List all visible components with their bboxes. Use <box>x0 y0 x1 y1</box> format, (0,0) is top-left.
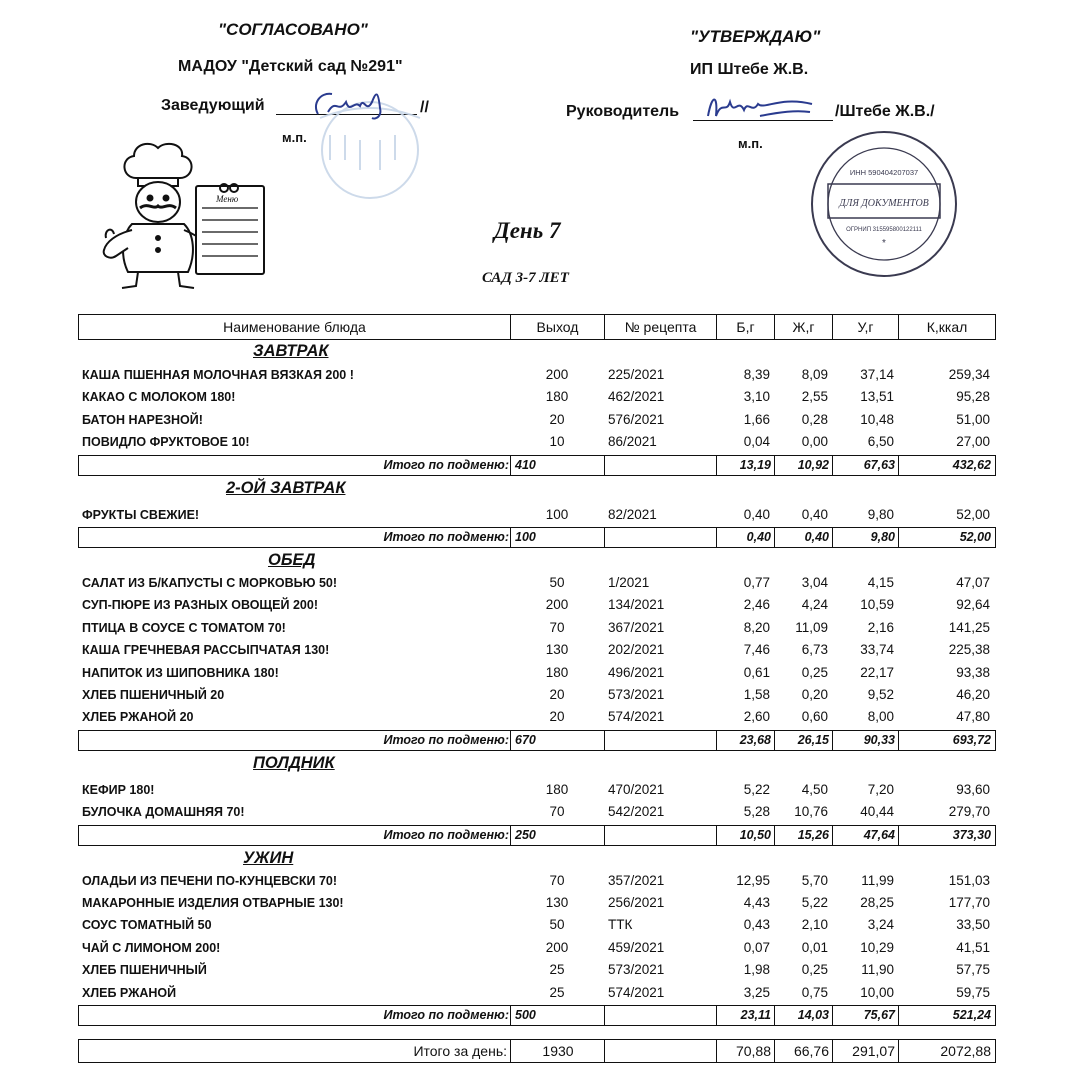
subtotal-kcal: 52,00 <box>959 530 991 544</box>
dish-carbs: 10,59 <box>860 597 894 613</box>
approval-left-org: МАДОУ "Детский сад №291" <box>178 58 403 75</box>
dish-fat: 0,40 <box>801 506 828 522</box>
table-row <box>78 892 996 914</box>
subtotal-label: Итого по подменю: <box>383 530 509 544</box>
dish-output: 25 <box>549 962 565 978</box>
dish-carbs: 10,29 <box>860 939 894 955</box>
dish-recipe: 459/2021 <box>608 939 665 955</box>
table-row <box>78 572 996 594</box>
col-header-kcal: К,ккал <box>926 319 968 335</box>
dish-protein: 0,40 <box>743 506 770 522</box>
dish-protein: 8,39 <box>743 367 770 382</box>
subtotal-fat: 0,40 <box>804 530 829 544</box>
dish-protein: 3,25 <box>743 984 770 1000</box>
subtotal-protein: 23,68 <box>739 732 771 747</box>
dish-kcal: 225,38 <box>948 642 990 658</box>
day-total-fat: 66,76 <box>793 1043 829 1059</box>
handwritten-signature-left-icon <box>306 84 396 124</box>
dish-carbs: 40,44 <box>860 804 894 820</box>
dish-protein: 1,98 <box>743 962 770 978</box>
approval-left-role: Заведующий <box>161 97 265 114</box>
dish-output: 200 <box>545 939 569 955</box>
dish-carbs: 8,00 <box>867 709 894 725</box>
dish-output: 180 <box>545 664 569 680</box>
dish-protein: 0,77 <box>743 575 770 590</box>
dish-name: ФРУКТЫ СВЕЖИЕ! <box>82 507 200 522</box>
subtotal-row <box>78 825 996 846</box>
day-total-row <box>78 1039 996 1063</box>
subtotal-row <box>78 1005 996 1026</box>
table-row <box>78 937 996 959</box>
subtotal-label: Итого по подменю: <box>383 1008 509 1022</box>
svg-text:*: * <box>882 238 886 249</box>
day-total-carbs: 291,07 <box>852 1043 895 1059</box>
dish-output: 20 <box>549 709 565 725</box>
dish-kcal: 141,25 <box>948 619 990 635</box>
dish-carbs: 7,20 <box>867 781 894 797</box>
table-row <box>78 594 996 616</box>
dish-kcal: 177,70 <box>948 895 990 910</box>
dish-recipe: 573/2021 <box>608 687 665 702</box>
dish-name: ХЛЕБ ПШЕНИЧНЫЙ 20 <box>82 688 225 702</box>
dish-fat: 0,28 <box>801 411 828 427</box>
section-title: ОБЕД <box>268 551 316 569</box>
dish-fat: 0,01 <box>801 939 828 955</box>
dish-recipe: 574/2021 <box>608 984 665 1000</box>
dish-carbs: 22,17 <box>860 664 894 680</box>
dish-fat: 0,25 <box>801 962 828 978</box>
table-row <box>78 801 996 823</box>
table-row <box>78 706 996 728</box>
dish-output: 10 <box>549 434 565 450</box>
dish-name: КАША ГРЕЧНЕВАЯ РАССЫПЧАТАЯ 130! <box>82 643 330 658</box>
seal-inn-text: ИНН 590404207037 <box>849 168 919 177</box>
dish-fat: 5,70 <box>801 872 828 888</box>
dish-name: ХЛЕБ ПШЕНИЧНЫЙ <box>82 963 207 978</box>
dish-recipe: ТТК <box>608 917 633 933</box>
col-header-recipe: № рецепта <box>605 315 717 339</box>
dish-protein: 0,04 <box>743 434 770 450</box>
subtotal-carbs: 67,63 <box>863 457 895 472</box>
subtotal-fat: 10,92 <box>797 457 829 472</box>
dish-carbs: 11,90 <box>861 962 894 978</box>
dish-recipe: 82/2021 <box>608 506 657 522</box>
dish-protein: 12,95 <box>736 872 770 888</box>
subtotal-carbs: 75,67 <box>863 1008 895 1022</box>
table-row <box>78 409 996 431</box>
dish-carbs: 13,51 <box>860 389 894 405</box>
handwritten-signature-right-icon <box>700 86 820 126</box>
subtotal-protein: 0,40 <box>746 530 771 544</box>
dish-protein: 1,66 <box>743 411 770 427</box>
dish-recipe: 1/2021 <box>608 575 650 590</box>
table-row <box>78 617 996 639</box>
subtotal-carbs: 9,80 <box>870 530 895 544</box>
table-row <box>78 364 996 386</box>
dish-recipe: 496/2021 <box>608 664 665 680</box>
dish-name: МАКАРОННЫЕ ИЗДЕЛИЯ ОТВАРНЫЕ 130! <box>82 896 344 910</box>
day-total-kcal: 2072,88 <box>940 1043 991 1059</box>
section-title: 2-ОЙ ЗАВТРАК <box>226 478 346 497</box>
dish-carbs: 4,15 <box>867 575 894 590</box>
day-total-output: 1930 <box>542 1043 574 1059</box>
dish-carbs: 33,74 <box>860 642 894 658</box>
chef-holding-menu-icon <box>92 138 272 290</box>
dish-output: 20 <box>549 687 565 702</box>
dish-name: БАТОН НАРЕЗНОЙ! <box>82 412 203 427</box>
dish-fat: 3,04 <box>801 575 828 590</box>
subtotal-protein: 23,11 <box>740 1008 771 1022</box>
approval-left-title: "СОГЛАСОВАНО" <box>218 20 368 39</box>
subtotal-label: Итого по подменю: <box>383 827 509 842</box>
dish-fat: 0,60 <box>801 709 828 725</box>
table-row <box>78 684 996 706</box>
subtotal-kcal: 373,30 <box>952 827 991 842</box>
subtotal-label: Итого по подменю: <box>383 457 509 472</box>
dish-carbs: 10,48 <box>860 411 894 427</box>
dish-output: 20 <box>549 411 565 427</box>
dish-recipe: 462/2021 <box>608 389 665 405</box>
dish-kcal: 52,00 <box>956 506 990 522</box>
dish-output: 50 <box>549 917 565 933</box>
subtotal-output: 500 <box>515 1008 536 1022</box>
subtotal-output: 250 <box>515 827 536 842</box>
subtotal-carbs: 47,64 <box>863 827 895 842</box>
dish-output: 25 <box>549 984 565 1000</box>
dish-output: 130 <box>545 642 569 658</box>
dish-protein: 5,28 <box>743 804 770 820</box>
dish-kcal: 46,20 <box>956 687 990 702</box>
dish-output: 100 <box>545 506 569 522</box>
dish-protein: 2,60 <box>743 709 770 725</box>
approval-right-role: Руководитель <box>566 103 680 120</box>
approval-left-suffix: // <box>420 99 429 116</box>
table-row <box>78 431 996 453</box>
col-header-protein: Б,г <box>717 315 775 339</box>
dish-carbs: 11,99 <box>861 872 894 888</box>
dish-kcal: 27,00 <box>956 434 990 450</box>
col-header-output: Выход <box>511 315 605 339</box>
table-row <box>78 504 996 526</box>
dish-carbs: 37,14 <box>860 367 894 382</box>
dish-kcal: 33,50 <box>956 917 990 933</box>
subtotal-kcal: 432,62 <box>952 457 991 472</box>
dish-name: КАКАО С МОЛОКОМ 180! <box>82 390 236 405</box>
dish-recipe: 256/2021 <box>608 895 665 910</box>
table-row <box>78 779 996 801</box>
subtotal-output: 100 <box>515 530 536 544</box>
dish-carbs: 10,00 <box>860 984 894 1000</box>
table-row <box>78 639 996 661</box>
dish-fat: 4,24 <box>801 597 828 613</box>
dish-kcal: 47,80 <box>956 709 990 725</box>
dish-output: 180 <box>545 389 569 405</box>
dish-recipe: 357/2021 <box>608 872 665 888</box>
dish-name: СУП-ПЮРЕ ИЗ РАЗНЫХ ОВОЩЕЙ 200! <box>82 598 318 613</box>
subtotal-kcal: 521,24 <box>952 1008 991 1022</box>
dish-name: ПОВИДЛО ФРУКТОВОЕ 10! <box>82 435 250 450</box>
approval-right-mp: м.п. <box>738 136 763 151</box>
dish-kcal: 41,51 <box>956 939 990 955</box>
dish-kcal: 57,75 <box>956 962 990 978</box>
dish-protein: 7,46 <box>743 642 770 658</box>
dish-fat: 0,25 <box>801 664 828 680</box>
table-row <box>78 959 996 981</box>
approval-right-suffix: /Штебе Ж.В./ <box>835 103 935 120</box>
subtotal-row <box>78 527 996 548</box>
dish-name: ПТИЦА В СОУСЕ С ТОМАТОМ 70! <box>82 620 286 635</box>
table-row <box>78 914 996 936</box>
dish-output: 70 <box>549 619 565 635</box>
section-title: ПОЛДНИК <box>253 753 335 772</box>
dish-carbs: 2,16 <box>867 619 894 635</box>
dish-output: 200 <box>545 597 569 613</box>
seal-main-text: ДЛЯ ДОКУМЕНТОВ <box>839 198 929 209</box>
seal-ogrn-text: ОГРНИП 315595800122111 <box>846 227 922 233</box>
dish-name: ХЛЕБ РЖАНОЙ 20 <box>82 710 194 725</box>
dish-output: 180 <box>545 781 569 797</box>
dish-protein: 2,46 <box>743 597 770 613</box>
dish-recipe: 470/2021 <box>608 781 665 797</box>
dish-name: ЧАЙ С ЛИМОНОМ 200! <box>82 940 221 955</box>
dish-recipe: 542/2021 <box>608 804 665 820</box>
dish-fat: 0,00 <box>801 434 828 450</box>
dish-name: САЛАТ ИЗ Б/КАПУСТЫ С МОРКОВЬЮ 50! <box>82 576 338 590</box>
dish-name: БУЛОЧКА ДОМАШНЯЯ 70! <box>82 805 245 820</box>
dish-recipe: 86/2021 <box>608 434 657 450</box>
dish-recipe: 576/2021 <box>608 411 665 427</box>
round-seal-icon <box>808 128 960 280</box>
subtotal-protein: 10,50 <box>739 827 771 842</box>
dish-kcal: 151,03 <box>948 872 990 888</box>
table-header <box>78 314 996 340</box>
dish-fat: 10,76 <box>794 804 828 820</box>
subtotal-protein: 13,19 <box>739 457 771 472</box>
dish-protein: 4,43 <box>743 895 770 910</box>
dish-protein: 0,61 <box>743 664 770 680</box>
dish-output: 130 <box>545 895 569 910</box>
dish-kcal: 51,00 <box>956 411 990 427</box>
approval-right-title: "УТВЕРЖДАЮ" <box>690 27 821 46</box>
dish-kcal: 93,38 <box>956 664 990 680</box>
subtotal-fat: 15,26 <box>797 827 829 842</box>
dish-name: КЕФИР 180! <box>82 782 155 797</box>
table-row <box>78 662 996 684</box>
dish-name: СОУС ТОМАТНЫЙ 50 <box>82 918 212 933</box>
dish-recipe: 367/2021 <box>608 619 665 635</box>
section-title: ЗАВТРАК <box>253 342 329 360</box>
dish-protein: 3,10 <box>743 389 770 405</box>
section-title: УЖИН <box>243 848 294 867</box>
table-row <box>78 386 996 408</box>
dish-fat: 8,09 <box>801 367 828 382</box>
day-title: День 7 <box>494 218 561 243</box>
dish-protein: 1,58 <box>743 687 770 702</box>
subtotal-label: Итого по подменю: <box>383 732 509 747</box>
dish-recipe: 225/2021 <box>608 367 665 382</box>
table-row <box>78 870 996 892</box>
dish-fat: 2,55 <box>801 389 828 405</box>
dish-recipe: 574/2021 <box>608 709 665 725</box>
chef-menu-word: Меню <box>216 194 239 204</box>
col-header-fat: Ж,г <box>775 315 833 339</box>
dish-kcal: 95,28 <box>956 389 990 405</box>
dish-fat: 4,50 <box>801 781 828 797</box>
dish-name: НАПИТОК ИЗ ШИПОВНИКА 180! <box>82 665 279 680</box>
dish-kcal: 59,75 <box>956 984 990 1000</box>
dish-output: 70 <box>549 872 565 888</box>
subtotal-row <box>78 455 996 476</box>
subtotal-carbs: 90,33 <box>863 732 895 747</box>
dish-kcal: 92,64 <box>956 597 990 613</box>
dish-fat: 0,75 <box>801 984 828 1000</box>
dish-protein: 0,43 <box>743 917 770 933</box>
dish-carbs: 6,50 <box>867 434 894 450</box>
subtotal-fat: 26,15 <box>797 732 829 747</box>
subtotal-row <box>78 730 996 751</box>
dish-recipe: 134/2021 <box>608 597 665 613</box>
dish-recipe: 202/2021 <box>608 642 665 658</box>
dish-fat: 6,73 <box>801 642 828 658</box>
dish-fat: 0,20 <box>801 687 828 702</box>
day-total-label: Итого за день: <box>413 1043 507 1059</box>
approval-left-mp: м.п. <box>282 130 307 145</box>
col-header-name: Наименование блюда <box>79 315 511 339</box>
dish-fat: 5,22 <box>801 895 828 910</box>
col-header-carbs: У,г <box>833 315 899 339</box>
dish-carbs: 3,24 <box>867 917 894 933</box>
dish-fat: 2,10 <box>801 917 828 933</box>
dish-name: КАША ПШЕННАЯ МОЛОЧНАЯ ВЯЗКАЯ 200 ! <box>82 368 354 382</box>
dish-protein: 8,20 <box>743 619 770 635</box>
approval-right-org: ИП Штебе Ж.В. <box>690 61 809 78</box>
table-row <box>78 982 996 1004</box>
subtotal-kcal: 693,72 <box>952 732 991 747</box>
dish-recipe: 573/2021 <box>608 962 665 978</box>
dish-kcal: 93,60 <box>956 781 990 797</box>
dish-output: 50 <box>549 575 565 590</box>
subtotal-output: 410 <box>515 457 536 472</box>
dish-carbs: 28,25 <box>860 895 894 910</box>
dish-kcal: 47,07 <box>956 575 990 590</box>
dish-protein: 5,22 <box>743 781 770 797</box>
subtotal-fat: 14,03 <box>797 1008 829 1022</box>
dish-name: ОЛАДЬИ ИЗ ПЕЧЕНИ ПО-КУНЦЕВСКИ 70! <box>82 873 338 888</box>
subtotal-output: 670 <box>515 732 536 747</box>
dish-carbs: 9,52 <box>867 687 894 702</box>
dish-carbs: 9,80 <box>867 506 894 522</box>
dish-output: 70 <box>549 804 565 820</box>
dish-kcal: 259,34 <box>948 367 990 382</box>
dish-fat: 11,09 <box>795 619 828 635</box>
dish-kcal: 279,70 <box>948 804 990 820</box>
group-title: САД 3-7 ЛЕТ <box>482 270 569 286</box>
dish-output: 200 <box>545 367 569 382</box>
dish-name: ХЛЕБ РЖАНОЙ <box>82 985 177 1000</box>
day-total-protein: 70,88 <box>735 1043 771 1059</box>
dish-protein: 0,07 <box>743 939 770 955</box>
